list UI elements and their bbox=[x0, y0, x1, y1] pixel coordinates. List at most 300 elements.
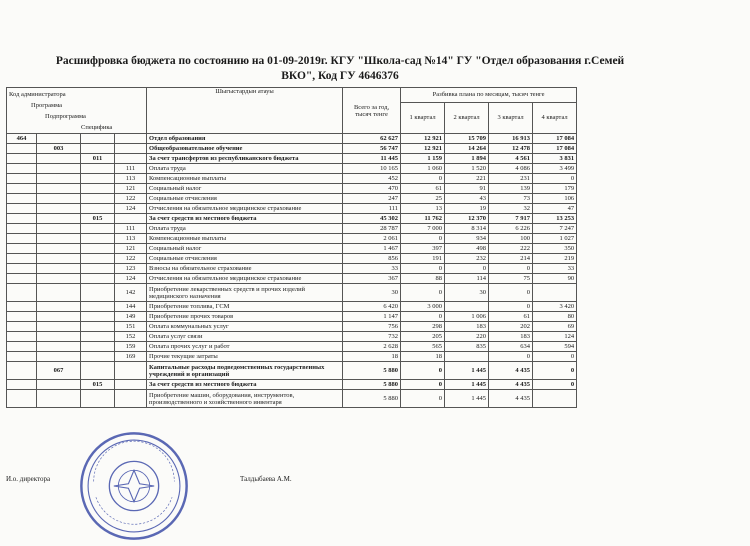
expense-name-cell: Отчисления на обязательное медицинское страхование bbox=[147, 274, 343, 284]
title-line-1: Расшифровка бюджета по состоянию на 01-09-2019г. КГУ "Школа-сад №14" ГУ "Отдел образования г.Семей bbox=[55, 55, 625, 67]
total-cell: 247 bbox=[343, 194, 401, 204]
q1-cell: 205 bbox=[401, 332, 445, 342]
admin-code-cell bbox=[7, 264, 37, 274]
subprogram-code-cell bbox=[81, 254, 115, 264]
admin-code-cell bbox=[7, 184, 37, 194]
row-spacer bbox=[577, 204, 750, 214]
row-spacer bbox=[577, 264, 750, 274]
q3-cell: 4 435 bbox=[489, 390, 533, 408]
q4-cell: 33 bbox=[533, 264, 577, 274]
q3-cell: 202 bbox=[489, 322, 533, 332]
total-cell: 2 628 bbox=[343, 342, 401, 352]
q1-cell: 11 762 bbox=[401, 214, 445, 224]
row-spacer bbox=[577, 312, 750, 322]
q3-cell: 183 bbox=[489, 332, 533, 342]
q3-cell: 61 bbox=[489, 312, 533, 322]
total-cell: 2 061 bbox=[343, 234, 401, 244]
q3-cell: 0 bbox=[489, 302, 533, 312]
table-row bbox=[7, 134, 750, 144]
q2-cell: 232 bbox=[445, 254, 489, 264]
q4-cell bbox=[533, 284, 577, 302]
subprogram-code-cell bbox=[81, 244, 115, 254]
header-subprogram: Подпрограмма bbox=[45, 113, 86, 120]
q4-cell: 124 bbox=[533, 332, 577, 342]
total-cell: 5 880 bbox=[343, 362, 401, 380]
expense-name-cell: Социальные отчисления bbox=[147, 194, 343, 204]
q1-cell: 0 bbox=[401, 362, 445, 380]
row-spacer bbox=[577, 174, 750, 184]
total-cell: 18 bbox=[343, 352, 401, 362]
q3-cell: 214 bbox=[489, 254, 533, 264]
total-cell: 10 165 bbox=[343, 164, 401, 174]
expense-name-cell: Компенсационные выплаты bbox=[147, 234, 343, 244]
q3-cell: 0 bbox=[489, 352, 533, 362]
expense-name-cell: Прочие текущие затраты bbox=[147, 352, 343, 362]
q1-cell: 0 bbox=[401, 284, 445, 302]
expense-name-cell: Приобретение топлива, ГСМ bbox=[147, 302, 343, 312]
q4-cell: 13 253 bbox=[533, 214, 577, 224]
q2-cell: 114 bbox=[445, 274, 489, 284]
q2-cell: 1 894 bbox=[445, 154, 489, 164]
specifics-code-cell: 111 bbox=[115, 224, 147, 234]
q3-cell: 0 bbox=[489, 284, 533, 302]
row-spacer bbox=[577, 134, 750, 144]
specifics-code-cell: 121 bbox=[115, 244, 147, 254]
budget-table bbox=[6, 87, 750, 408]
table-row bbox=[7, 342, 750, 352]
specifics-code-cell: 149 bbox=[115, 312, 147, 322]
document-title bbox=[40, 54, 640, 84]
table-row bbox=[7, 154, 750, 164]
admin-code-cell bbox=[7, 342, 37, 352]
header-codes bbox=[7, 88, 147, 134]
specifics-code-cell: 144 bbox=[115, 302, 147, 312]
total-cell: 6 420 bbox=[343, 302, 401, 312]
expense-name-cell: Приобретение лекарственных средств и прочих изделий медицинского назначения bbox=[147, 284, 343, 302]
q4-cell: 3 499 bbox=[533, 164, 577, 174]
subprogram-code-cell bbox=[81, 184, 115, 194]
table-row bbox=[7, 264, 750, 274]
table-row bbox=[7, 194, 750, 204]
subprogram-code-cell bbox=[81, 342, 115, 352]
specifics-code-cell bbox=[115, 390, 147, 408]
total-cell: 45 302 bbox=[343, 214, 401, 224]
program-code-cell bbox=[37, 194, 81, 204]
subprogram-code-cell: 015 bbox=[81, 380, 115, 390]
specifics-code-cell: 169 bbox=[115, 352, 147, 362]
q2-cell: 835 bbox=[445, 342, 489, 352]
subprogram-code-cell bbox=[81, 264, 115, 274]
header-q1: 1 квартал bbox=[401, 102, 445, 133]
total-cell: 732 bbox=[343, 332, 401, 342]
total-cell: 1 147 bbox=[343, 312, 401, 322]
q1-cell: 18 bbox=[401, 352, 445, 362]
q3-cell: 75 bbox=[489, 274, 533, 284]
program-code-cell bbox=[37, 224, 81, 234]
q4-cell: 0 bbox=[533, 380, 577, 390]
q3-cell: 4 561 bbox=[489, 154, 533, 164]
expense-name-cell: За счет трансфертов из республиканского бюджета bbox=[147, 154, 343, 164]
q4-cell: 1 027 bbox=[533, 234, 577, 244]
specifics-code-cell bbox=[115, 380, 147, 390]
q4-cell: 350 bbox=[533, 244, 577, 254]
total-cell: 756 bbox=[343, 322, 401, 332]
budget-table-container bbox=[6, 87, 750, 457]
row-spacer bbox=[577, 390, 750, 408]
row-spacer bbox=[577, 194, 750, 204]
q2-cell: 934 bbox=[445, 234, 489, 244]
program-code-cell bbox=[37, 342, 81, 352]
q2-cell: 1 006 bbox=[445, 312, 489, 322]
q4-cell: 106 bbox=[533, 194, 577, 204]
row-spacer bbox=[577, 214, 750, 224]
admin-code-cell bbox=[7, 390, 37, 408]
title-line-2: ВКО", Код ГУ 4646376 bbox=[281, 70, 399, 82]
q2-cell: 498 bbox=[445, 244, 489, 254]
program-code-cell bbox=[37, 254, 81, 264]
admin-code-cell bbox=[7, 174, 37, 184]
q2-cell: 91 bbox=[445, 184, 489, 194]
q3-cell: 12 478 bbox=[489, 144, 533, 154]
q2-cell: 1 445 bbox=[445, 390, 489, 408]
specifics-code-cell bbox=[115, 362, 147, 380]
q1-cell: 13 bbox=[401, 204, 445, 214]
q2-cell: 0 bbox=[445, 264, 489, 274]
q4-cell: 0 bbox=[533, 174, 577, 184]
subprogram-code-cell bbox=[81, 204, 115, 214]
q4-cell: 17 084 bbox=[533, 134, 577, 144]
official-stamp bbox=[78, 430, 190, 542]
q2-cell: 221 bbox=[445, 174, 489, 184]
q3-cell: 634 bbox=[489, 342, 533, 352]
expense-name-cell: Оплата прочих услуг и работ bbox=[147, 342, 343, 352]
q1-cell: 1 060 bbox=[401, 164, 445, 174]
total-cell: 28 787 bbox=[343, 224, 401, 234]
admin-code-cell bbox=[7, 332, 37, 342]
row-spacer bbox=[577, 352, 750, 362]
q3-cell: 4 435 bbox=[489, 380, 533, 390]
q2-cell: 30 bbox=[445, 284, 489, 302]
admin-code-cell bbox=[7, 204, 37, 214]
row-spacer bbox=[577, 184, 750, 194]
table-row bbox=[7, 234, 750, 244]
header-q4: 4 квартал bbox=[533, 102, 577, 133]
q2-cell: 43 bbox=[445, 194, 489, 204]
program-code-cell bbox=[37, 174, 81, 184]
specifics-code-cell: 159 bbox=[115, 342, 147, 352]
expense-name-cell: Капитальные расходы подведомственных государственных учреждений и организаций bbox=[147, 362, 343, 380]
q1-cell: 191 bbox=[401, 254, 445, 264]
program-code-cell bbox=[37, 214, 81, 224]
expense-name-cell: Оплата труда bbox=[147, 164, 343, 174]
table-row bbox=[7, 322, 750, 332]
specifics-code-cell: 123 bbox=[115, 264, 147, 274]
footer-signer: Талдыбаева А.М. bbox=[240, 475, 292, 483]
q1-cell: 565 bbox=[401, 342, 445, 352]
admin-code-cell bbox=[7, 322, 37, 332]
specifics-code-cell: 113 bbox=[115, 174, 147, 184]
program-code-cell bbox=[37, 284, 81, 302]
q1-cell: 0 bbox=[401, 380, 445, 390]
q1-cell: 7 000 bbox=[401, 224, 445, 234]
table-row bbox=[7, 244, 750, 254]
header-monthly: Разбивка плана по месяцам, тысяч тенге bbox=[401, 88, 577, 103]
admin-code-cell bbox=[7, 302, 37, 312]
subprogram-code-cell bbox=[81, 174, 115, 184]
budget-table-body bbox=[7, 134, 750, 408]
program-code-cell bbox=[37, 234, 81, 244]
admin-code-cell bbox=[7, 274, 37, 284]
program-code-cell bbox=[37, 380, 81, 390]
specifics-code-cell: 122 bbox=[115, 194, 147, 204]
table-row bbox=[7, 312, 750, 322]
q4-cell: 0 bbox=[533, 352, 577, 362]
q2-cell: 1 445 bbox=[445, 362, 489, 380]
subprogram-code-cell bbox=[81, 312, 115, 322]
specifics-code-cell: 122 bbox=[115, 254, 147, 264]
expense-name-cell: Компенсационные выплаты bbox=[147, 174, 343, 184]
subprogram-code-cell bbox=[81, 134, 115, 144]
specifics-code-cell: 124 bbox=[115, 204, 147, 214]
expense-name-cell: Оплата коммунальных услуг bbox=[147, 322, 343, 332]
admin-code-cell bbox=[7, 284, 37, 302]
subprogram-code-cell bbox=[81, 322, 115, 332]
admin-code-cell bbox=[7, 234, 37, 244]
total-cell: 856 bbox=[343, 254, 401, 264]
q1-cell: 88 bbox=[401, 274, 445, 284]
program-code-cell bbox=[37, 332, 81, 342]
specifics-code-cell: 152 bbox=[115, 332, 147, 342]
header-total: Всего за год, тысяч тенге bbox=[343, 88, 401, 134]
subprogram-code-cell bbox=[81, 234, 115, 244]
row-spacer bbox=[577, 234, 750, 244]
q3-cell: 16 913 bbox=[489, 134, 533, 144]
expense-name-cell: Приобретение машин, оборудования, инструментов, производственного и хозяйственного инвентаря bbox=[147, 390, 343, 408]
row-spacer bbox=[577, 144, 750, 154]
admin-code-cell bbox=[7, 164, 37, 174]
admin-code-cell bbox=[7, 224, 37, 234]
q4-cell: 80 bbox=[533, 312, 577, 322]
program-code-cell bbox=[37, 134, 81, 144]
subprogram-code-cell bbox=[81, 390, 115, 408]
expense-name-cell: Социальный налог bbox=[147, 244, 343, 254]
subprogram-code-cell bbox=[81, 274, 115, 284]
q2-cell: 1 520 bbox=[445, 164, 489, 174]
q4-cell: 219 bbox=[533, 254, 577, 264]
subprogram-code-cell bbox=[81, 352, 115, 362]
table-row bbox=[7, 362, 750, 380]
q4-cell: 0 bbox=[533, 362, 577, 380]
q4-cell: 7 247 bbox=[533, 224, 577, 234]
header-program: Программа bbox=[31, 102, 63, 109]
q2-cell: 19 bbox=[445, 204, 489, 214]
admin-code-cell bbox=[7, 352, 37, 362]
q1-cell: 12 921 bbox=[401, 134, 445, 144]
q1-cell: 1 159 bbox=[401, 154, 445, 164]
program-code-cell bbox=[37, 154, 81, 164]
row-spacer bbox=[577, 380, 750, 390]
admin-code-cell bbox=[7, 154, 37, 164]
specifics-code-cell bbox=[115, 134, 147, 144]
program-code-cell bbox=[37, 322, 81, 332]
q1-cell: 25 bbox=[401, 194, 445, 204]
specifics-code-cell: 111 bbox=[115, 164, 147, 174]
q4-cell: 90 bbox=[533, 274, 577, 284]
admin-code-cell: 464 bbox=[7, 134, 37, 144]
program-code-cell bbox=[37, 184, 81, 194]
expense-name-cell: Оплата услуг связи bbox=[147, 332, 343, 342]
q4-cell: 47 bbox=[533, 204, 577, 214]
q2-cell: 12 370 bbox=[445, 214, 489, 224]
total-cell: 33 bbox=[343, 264, 401, 274]
q4-cell bbox=[533, 390, 577, 408]
header-admin-code: Код администратора bbox=[9, 91, 66, 98]
total-cell: 470 bbox=[343, 184, 401, 194]
q1-cell: 0 bbox=[401, 174, 445, 184]
expense-name-cell: Отчисления на обязательное медицинское страхование bbox=[147, 204, 343, 214]
q3-cell: 231 bbox=[489, 174, 533, 184]
q4-cell: 17 084 bbox=[533, 144, 577, 154]
q3-cell: 32 bbox=[489, 204, 533, 214]
specifics-code-cell bbox=[115, 154, 147, 164]
total-cell: 62 627 bbox=[343, 134, 401, 144]
table-row bbox=[7, 352, 750, 362]
q2-cell: 15 709 bbox=[445, 134, 489, 144]
subprogram-code-cell bbox=[81, 332, 115, 342]
program-code-cell bbox=[37, 264, 81, 274]
expense-name-cell: Оплата труда bbox=[147, 224, 343, 234]
q1-cell: 12 921 bbox=[401, 144, 445, 154]
row-spacer bbox=[577, 254, 750, 264]
expense-name-cell: Социальный налог bbox=[147, 184, 343, 194]
q1-cell: 0 bbox=[401, 312, 445, 322]
expense-name-cell: За счет средств из местного бюджета bbox=[147, 214, 343, 224]
row-spacer bbox=[577, 244, 750, 254]
admin-code-cell bbox=[7, 254, 37, 264]
specifics-code-cell: 142 bbox=[115, 284, 147, 302]
q3-cell: 4 435 bbox=[489, 362, 533, 380]
admin-code-cell bbox=[7, 144, 37, 154]
admin-code-cell bbox=[7, 312, 37, 322]
specifics-code-cell: 121 bbox=[115, 184, 147, 194]
header-q2: 2 квартал bbox=[445, 102, 489, 133]
subprogram-code-cell bbox=[81, 284, 115, 302]
admin-code-cell bbox=[7, 362, 37, 380]
expense-name-cell: Взносы на обязательное страхование bbox=[147, 264, 343, 274]
q2-cell: 8 314 bbox=[445, 224, 489, 234]
program-code-cell bbox=[37, 390, 81, 408]
admin-code-cell bbox=[7, 380, 37, 390]
row-spacer bbox=[577, 274, 750, 284]
q3-cell: 0 bbox=[489, 264, 533, 274]
total-cell: 1 467 bbox=[343, 244, 401, 254]
expense-name-cell: Социальные отчисления bbox=[147, 254, 343, 264]
table-row bbox=[7, 184, 750, 194]
q2-cell: 1 445 bbox=[445, 380, 489, 390]
specifics-code-cell: 124 bbox=[115, 274, 147, 284]
total-cell: 30 bbox=[343, 284, 401, 302]
total-cell: 5 880 bbox=[343, 390, 401, 408]
row-spacer bbox=[577, 284, 750, 302]
table-row bbox=[7, 302, 750, 312]
table-row bbox=[7, 390, 750, 408]
q2-cell: 183 bbox=[445, 322, 489, 332]
table-row bbox=[7, 204, 750, 214]
program-code-cell bbox=[37, 204, 81, 214]
q4-cell: 179 bbox=[533, 184, 577, 194]
q3-cell: 139 bbox=[489, 184, 533, 194]
program-code-cell bbox=[37, 164, 81, 174]
admin-code-cell bbox=[7, 214, 37, 224]
table-row bbox=[7, 380, 750, 390]
table-row bbox=[7, 224, 750, 234]
q1-cell: 0 bbox=[401, 264, 445, 274]
q2-cell bbox=[445, 302, 489, 312]
header-spacer bbox=[577, 88, 750, 134]
q3-cell: 73 bbox=[489, 194, 533, 204]
total-cell: 367 bbox=[343, 274, 401, 284]
q2-cell: 14 264 bbox=[445, 144, 489, 154]
total-cell: 111 bbox=[343, 204, 401, 214]
q1-cell: 3 000 bbox=[401, 302, 445, 312]
row-spacer bbox=[577, 322, 750, 332]
specifics-code-cell: 113 bbox=[115, 234, 147, 244]
program-code-cell: 067 bbox=[37, 362, 81, 380]
subprogram-code-cell: 011 bbox=[81, 154, 115, 164]
row-spacer bbox=[577, 362, 750, 380]
row-spacer bbox=[577, 154, 750, 164]
table-row bbox=[7, 274, 750, 284]
q4-cell: 3 831 bbox=[533, 154, 577, 164]
q1-cell: 61 bbox=[401, 184, 445, 194]
table-row bbox=[7, 144, 750, 154]
subprogram-code-cell bbox=[81, 302, 115, 312]
q2-cell: 220 bbox=[445, 332, 489, 342]
q4-cell: 69 bbox=[533, 322, 577, 332]
subprogram-code-cell bbox=[81, 362, 115, 380]
program-code-cell bbox=[37, 244, 81, 254]
q1-cell: 0 bbox=[401, 234, 445, 244]
total-cell: 452 bbox=[343, 174, 401, 184]
admin-code-cell bbox=[7, 194, 37, 204]
header-name: Шыгыстардын атауы bbox=[147, 88, 343, 134]
row-spacer bbox=[577, 332, 750, 342]
q3-cell: 222 bbox=[489, 244, 533, 254]
expense-name-cell: Общеобразовательное обучение bbox=[147, 144, 343, 154]
total-cell: 11 445 bbox=[343, 154, 401, 164]
program-code-cell bbox=[37, 352, 81, 362]
expense-name-cell: Приобретение прочих товаров bbox=[147, 312, 343, 322]
subprogram-code-cell: 015 bbox=[81, 214, 115, 224]
row-spacer bbox=[577, 342, 750, 352]
q3-cell: 6 226 bbox=[489, 224, 533, 234]
program-code-cell bbox=[37, 274, 81, 284]
total-cell: 5 880 bbox=[343, 380, 401, 390]
admin-code-cell bbox=[7, 244, 37, 254]
subprogram-code-cell bbox=[81, 144, 115, 154]
specifics-code-cell bbox=[115, 214, 147, 224]
q1-cell: 397 bbox=[401, 244, 445, 254]
program-code-cell bbox=[37, 302, 81, 312]
row-spacer bbox=[577, 224, 750, 234]
q4-cell: 3 420 bbox=[533, 302, 577, 312]
q4-cell: 594 bbox=[533, 342, 577, 352]
footer-position: И.о. директора bbox=[6, 475, 51, 483]
subprogram-code-cell bbox=[81, 164, 115, 174]
specifics-code-cell bbox=[115, 144, 147, 154]
table-row bbox=[7, 254, 750, 264]
q1-cell: 0 bbox=[401, 390, 445, 408]
